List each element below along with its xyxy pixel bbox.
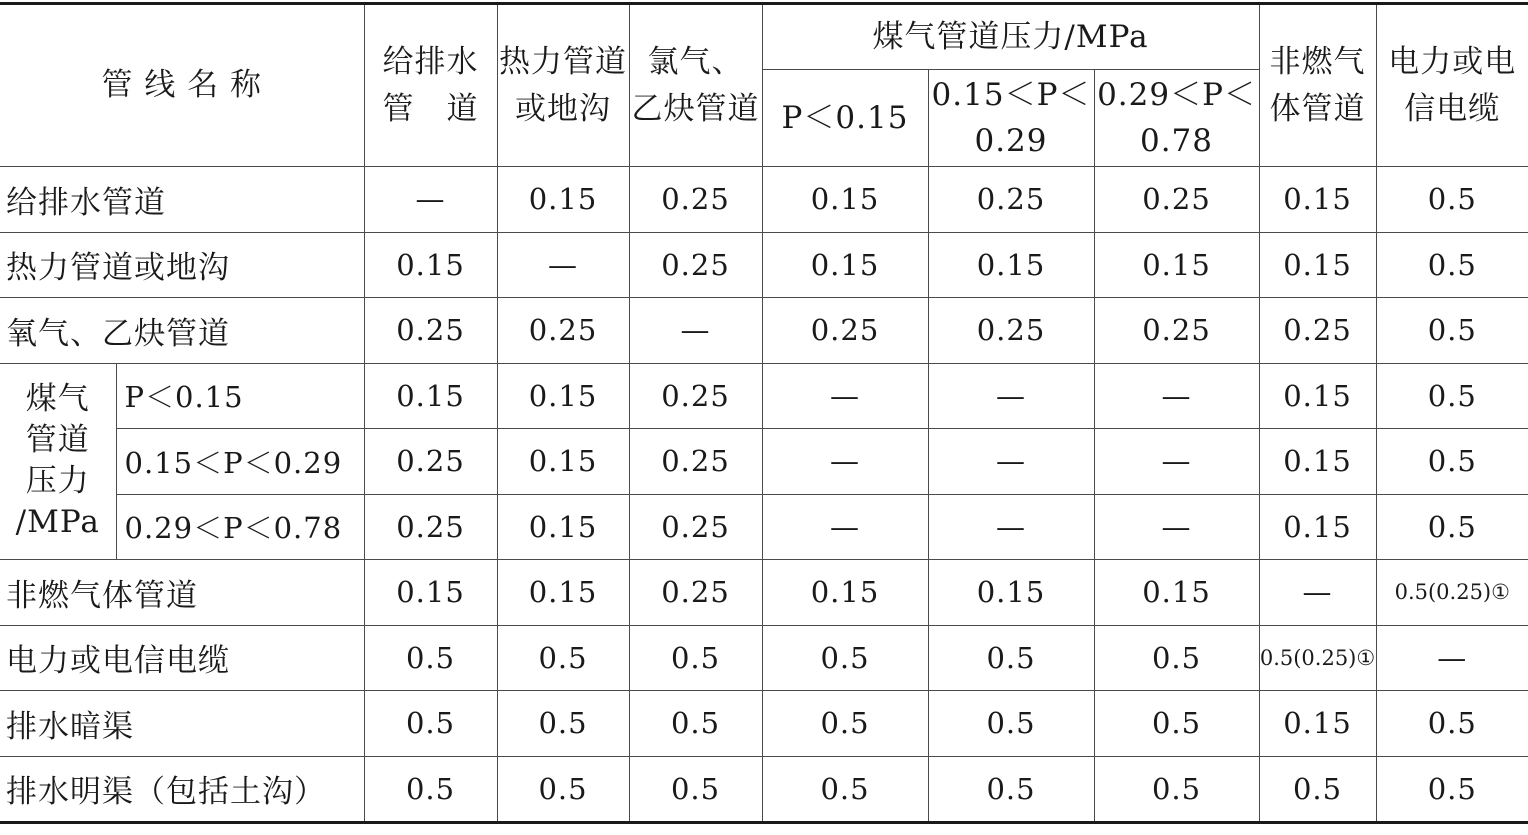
table-cell: 0.25 bbox=[1094, 167, 1259, 233]
header-row-1 bbox=[0, 4, 1528, 70]
table-cell: 0.25 bbox=[762, 298, 928, 364]
table-cell: 0.5 bbox=[497, 625, 629, 691]
table-cell: 0.5 bbox=[762, 625, 928, 691]
gas-group-label-line: 压力 bbox=[25, 463, 90, 500]
header-gas-pressure-group: 煤气管道压力/MPa bbox=[762, 4, 1259, 70]
table-cell: 0.15 bbox=[928, 232, 1094, 298]
table-cell: 0.5 bbox=[1094, 756, 1259, 823]
table-row bbox=[0, 298, 1528, 364]
table-cell: 0.15 bbox=[497, 494, 629, 560]
header-power-cable-line-2: 信电缆 bbox=[1404, 90, 1501, 127]
table-cell: — bbox=[1094, 494, 1259, 560]
table-cell: 0.25 bbox=[1094, 298, 1259, 364]
table-cell: 0.15 bbox=[762, 232, 928, 298]
header-gas-high bbox=[1094, 70, 1259, 167]
table-cell: 0.25 bbox=[1259, 298, 1376, 364]
table-cell: — bbox=[762, 363, 928, 429]
table-cell: — bbox=[1376, 625, 1528, 691]
table-cell: 0.5 bbox=[629, 691, 762, 757]
table-cell: 0.15 bbox=[1094, 560, 1259, 626]
table-cell: 0.25 bbox=[497, 298, 629, 364]
table-cell: 0.25 bbox=[629, 232, 762, 298]
table-cell: — bbox=[1094, 363, 1259, 429]
table-cell: 0.5 bbox=[1376, 429, 1528, 495]
row-label: 热力管道或地沟 bbox=[0, 232, 364, 298]
gas-group-label-line: 煤气 bbox=[25, 380, 90, 417]
header-gas-low bbox=[762, 70, 928, 167]
header-oxygen-pipe bbox=[629, 4, 762, 167]
table-cell: 0.15 bbox=[1259, 691, 1376, 757]
table-body-gas bbox=[0, 363, 1528, 560]
header-heat-pipe-line-2: 或地沟 bbox=[515, 90, 611, 127]
table-cell: 0.5 bbox=[1376, 691, 1528, 757]
table-cell: 0.5 bbox=[1376, 494, 1528, 560]
row-label: 氧气、乙炔管道 bbox=[0, 298, 364, 364]
table-body-bottom bbox=[0, 560, 1528, 823]
table-cell: — bbox=[364, 167, 497, 233]
table-cell: 0.5 bbox=[1376, 756, 1528, 823]
header-water-pipe-line-1: 给排水 bbox=[382, 44, 479, 80]
table-cell: 0.15 bbox=[364, 232, 497, 298]
header-gas-medium bbox=[928, 70, 1094, 167]
table-cell: — bbox=[762, 429, 928, 495]
table-cell: — bbox=[928, 494, 1094, 560]
table-row bbox=[0, 167, 1528, 233]
header-water-pipe bbox=[364, 4, 497, 167]
table-cell: 0.15 bbox=[762, 560, 928, 626]
header-gas-low-line-1: P＜0.15 bbox=[781, 99, 909, 136]
table-cell: 0.5(0.25)① bbox=[1376, 560, 1528, 626]
pipeline-clearance-table bbox=[0, 2, 1528, 824]
table-cell: 0.5 bbox=[364, 756, 497, 823]
table-cell: 0.25 bbox=[629, 167, 762, 233]
table-row bbox=[0, 363, 1528, 429]
header-power-cable-line-1: 电力或电 bbox=[1388, 44, 1517, 80]
table-cell: 0.5 bbox=[1094, 691, 1259, 757]
header-non-combustible-line-2: 体管道 bbox=[1269, 90, 1366, 127]
row-label: 给排水管道 bbox=[0, 167, 364, 233]
gas-group-label-line: 管道 bbox=[25, 422, 90, 459]
table-cell: 0.5 bbox=[1376, 167, 1528, 233]
table-cell: 0.5 bbox=[1376, 363, 1528, 429]
table-row bbox=[0, 560, 1528, 626]
gas-pressure-sublabel: 0.29＜P＜0.78 bbox=[116, 494, 364, 560]
table-cell: 0.15 bbox=[497, 429, 629, 495]
table-cell: 0.5 bbox=[629, 625, 762, 691]
table-row bbox=[0, 232, 1528, 298]
header-water-pipe-line-2: 管 道 bbox=[382, 90, 479, 127]
table-cell: 0.5 bbox=[497, 691, 629, 757]
table-cell: 0.25 bbox=[364, 298, 497, 364]
table-cell: 0.5 bbox=[1259, 756, 1376, 823]
header-pipeline-name: 管 线 名 称 bbox=[0, 4, 364, 167]
header-power-cable bbox=[1376, 4, 1528, 167]
table-cell: — bbox=[928, 363, 1094, 429]
table-cell: 0.5 bbox=[1376, 298, 1528, 364]
header-non-combustible-line-1: 非燃气 bbox=[1269, 44, 1366, 80]
table-cell: — bbox=[928, 429, 1094, 495]
table-cell: 0.15 bbox=[762, 167, 928, 233]
table-cell: 0.25 bbox=[928, 298, 1094, 364]
table-cell: 0.15 bbox=[364, 363, 497, 429]
table-cell: 0.15 bbox=[1094, 232, 1259, 298]
table-cell: 0.5 bbox=[629, 756, 762, 823]
table-cell: — bbox=[762, 494, 928, 560]
table-row bbox=[0, 494, 1528, 560]
table-body-top bbox=[0, 167, 1528, 364]
header-gas-medium-line-2: 0.29 bbox=[974, 123, 1048, 159]
table-cell: 0.5 bbox=[928, 625, 1094, 691]
table-cell: 0.5 bbox=[497, 756, 629, 823]
table-cell: 0.5(0.25)① bbox=[1259, 625, 1376, 691]
row-label: 非燃气体管道 bbox=[0, 560, 364, 626]
table-cell: 0.25 bbox=[629, 363, 762, 429]
table-cell: 0.25 bbox=[629, 560, 762, 626]
table-cell: 0.25 bbox=[629, 429, 762, 495]
header-oxygen-pipe-line-2: 乙炔管道 bbox=[631, 90, 760, 127]
header-non-combustible-gas-pipe bbox=[1259, 4, 1376, 167]
table-cell: — bbox=[497, 232, 629, 298]
table-cell: 0.5 bbox=[928, 691, 1094, 757]
table-cell: 0.15 bbox=[1259, 363, 1376, 429]
row-label: 排水明渠（包括土沟） bbox=[0, 756, 364, 823]
table-cell: 0.15 bbox=[497, 167, 629, 233]
table-cell: 0.15 bbox=[497, 363, 629, 429]
table-cell: 0.15 bbox=[928, 560, 1094, 626]
row-label: 电力或电信电缆 bbox=[0, 625, 364, 691]
header-gas-high-line-2: 0.78 bbox=[1139, 123, 1214, 159]
header-oxygen-pipe-line-1: 氯气、 bbox=[647, 44, 744, 80]
table-cell: 0.15 bbox=[497, 560, 629, 626]
table-cell: 0.25 bbox=[364, 494, 497, 560]
table-row bbox=[0, 691, 1528, 757]
header-gas-medium-line-1: 0.15＜P＜ bbox=[931, 76, 1091, 113]
gas-pressure-sublabel: 0.15＜P＜0.29 bbox=[116, 429, 364, 495]
table-row bbox=[0, 429, 1528, 495]
table-cell: 0.5 bbox=[1094, 625, 1259, 691]
table-cell: 0.5 bbox=[762, 756, 928, 823]
table-cell: 0.15 bbox=[1259, 167, 1376, 233]
table-cell: — bbox=[1259, 560, 1376, 626]
table-cell: — bbox=[629, 298, 762, 364]
table-cell: 0.15 bbox=[364, 560, 497, 626]
gas-pressure-group-label bbox=[0, 363, 116, 560]
gas-pressure-sublabel: P＜0.15 bbox=[116, 363, 364, 429]
header-heat-pipe-line-1: 热力管道 bbox=[499, 44, 627, 80]
table-cell: 0.15 bbox=[1259, 429, 1376, 495]
table-cell: 0.25 bbox=[629, 494, 762, 560]
table-cell: 0.15 bbox=[1259, 494, 1376, 560]
table-cell: 0.25 bbox=[928, 167, 1094, 233]
table-row bbox=[0, 625, 1528, 691]
table-cell: 0.5 bbox=[364, 625, 497, 691]
table-cell: — bbox=[1094, 429, 1259, 495]
table-row bbox=[0, 756, 1528, 823]
gas-group-label-line: /MPa bbox=[15, 504, 100, 541]
table-cell: 0.5 bbox=[762, 691, 928, 757]
row-label: 排水暗渠 bbox=[0, 691, 364, 757]
table-cell: 0.15 bbox=[1259, 232, 1376, 298]
header-heat-pipe bbox=[497, 4, 629, 167]
table-cell: 0.5 bbox=[364, 691, 497, 757]
table-cell: 0.5 bbox=[1376, 232, 1528, 298]
header-gas-high-line-1: 0.29＜P＜ bbox=[1097, 76, 1256, 113]
table-cell: 0.25 bbox=[364, 429, 497, 495]
table-cell: 0.5 bbox=[928, 756, 1094, 823]
